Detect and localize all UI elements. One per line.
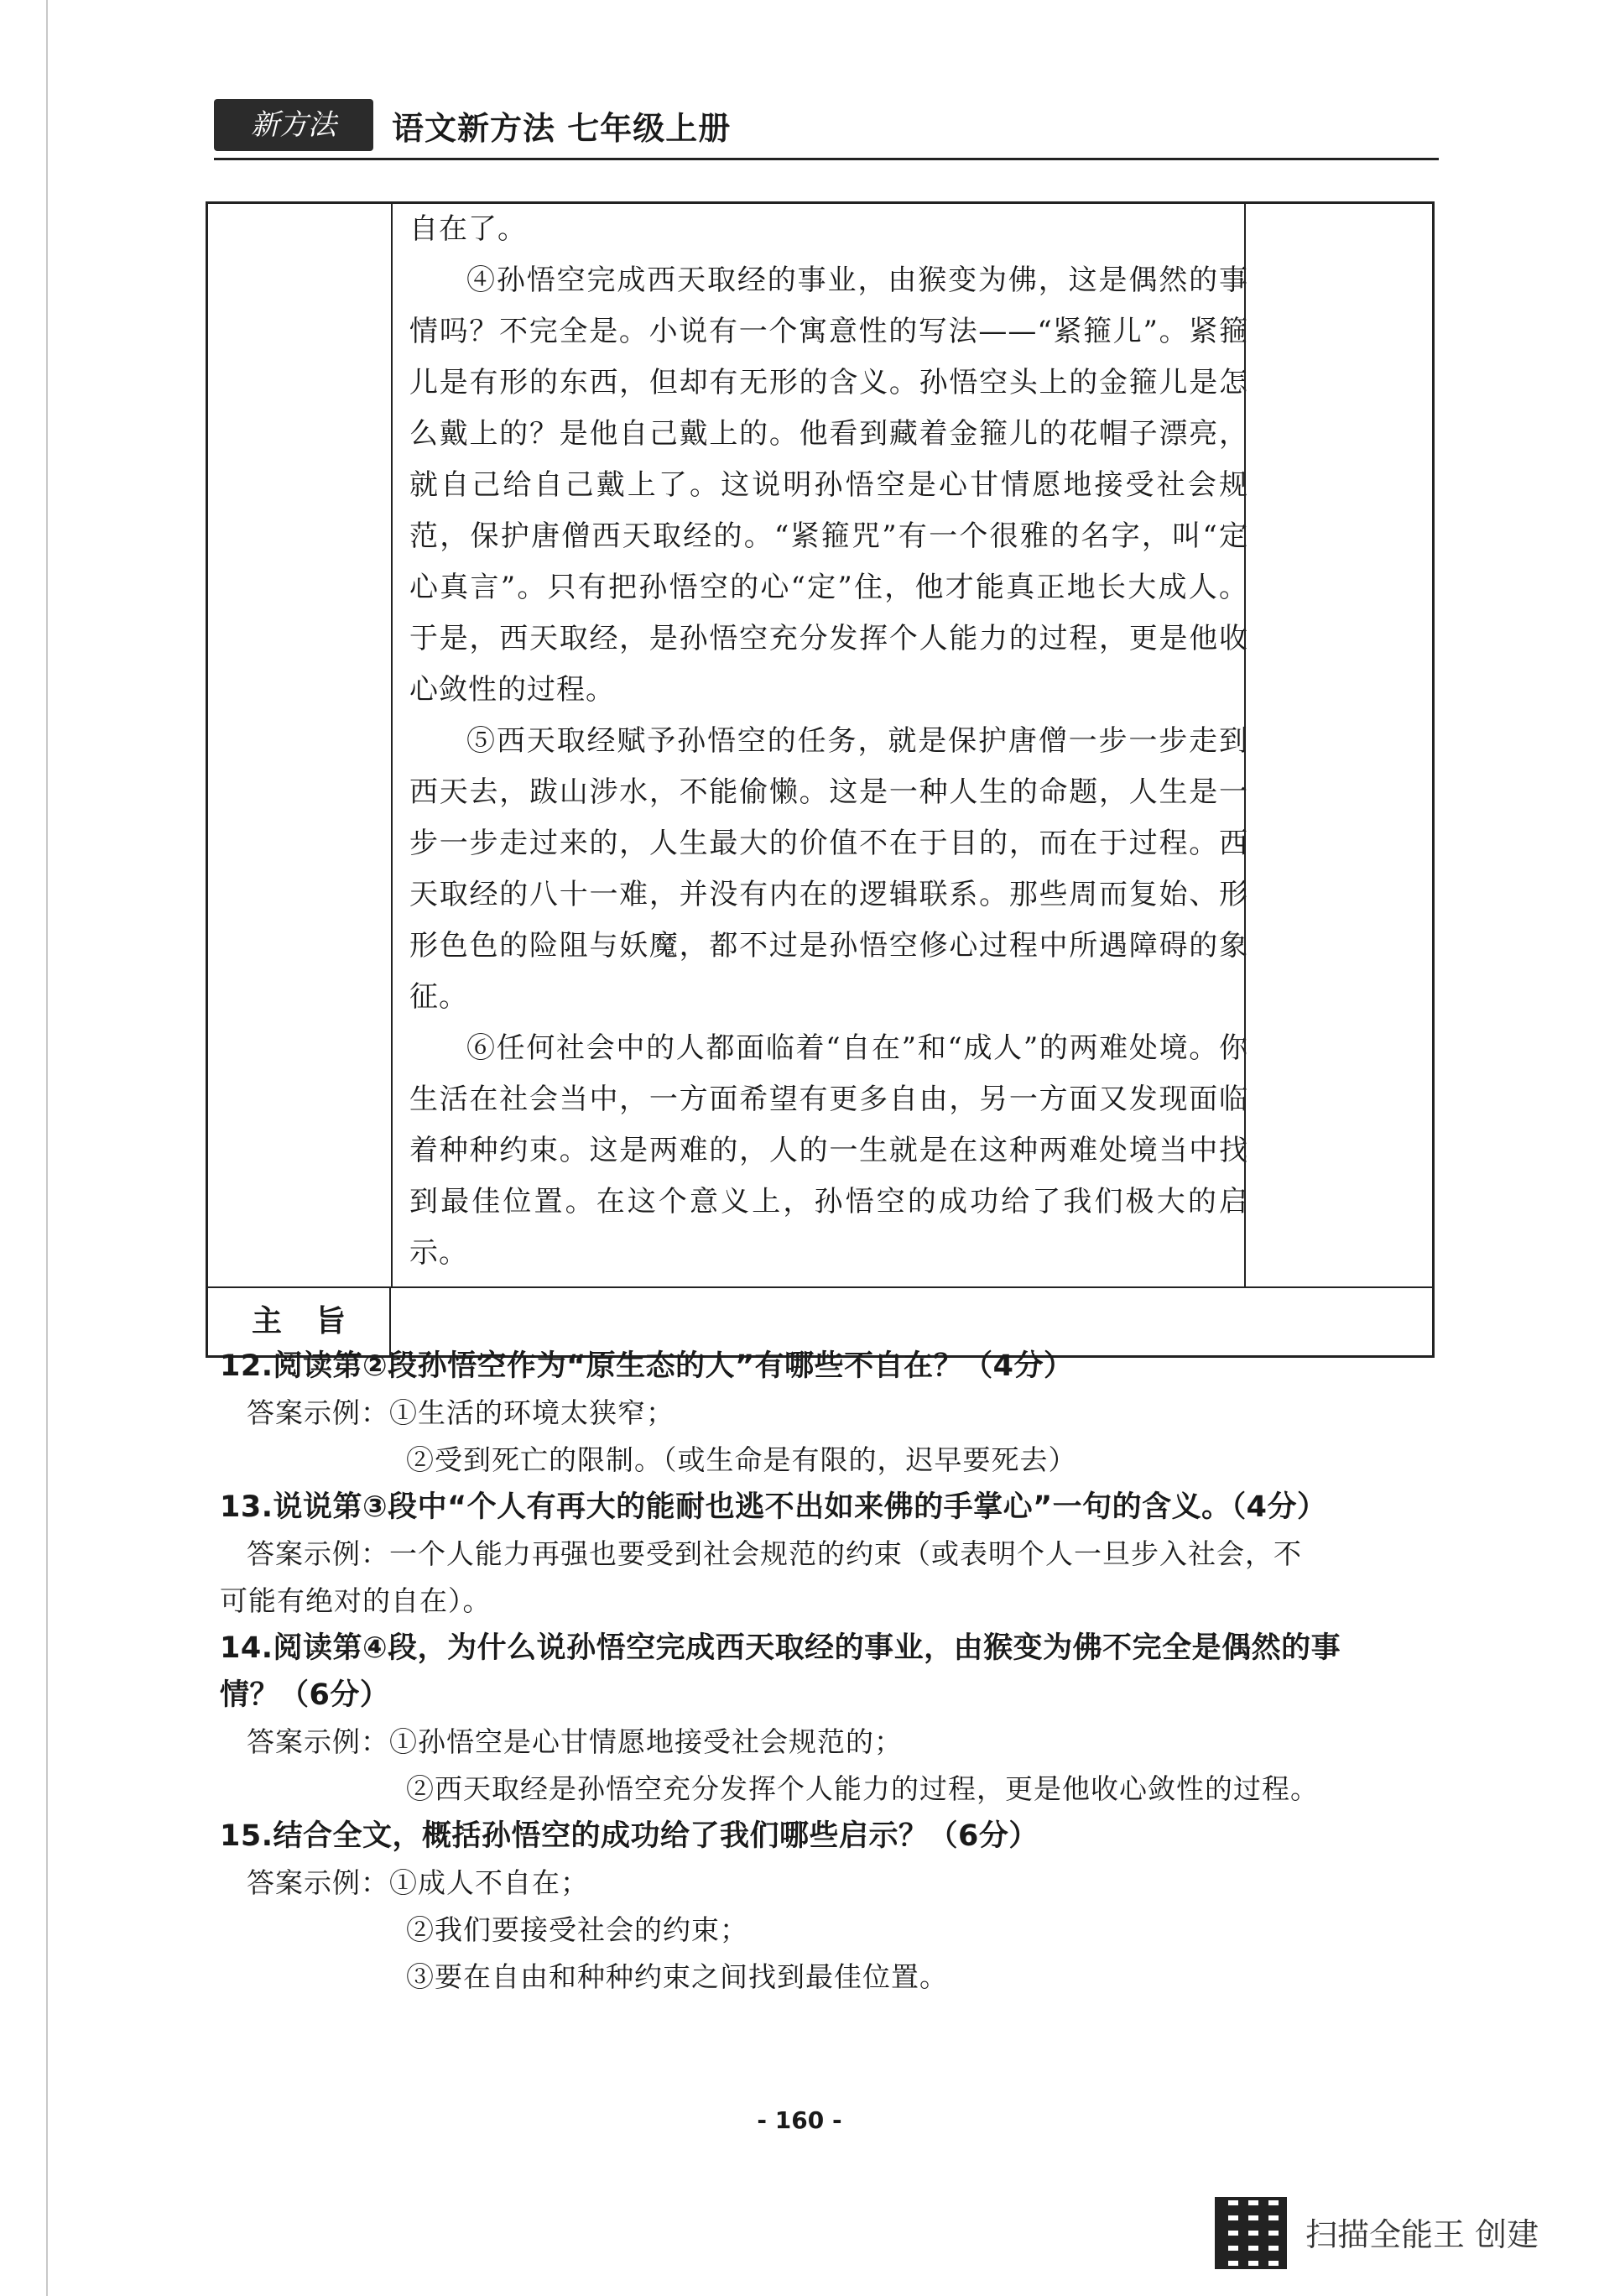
reading-table: [206, 201, 1435, 1358]
question-15: 15.结合全文，概括孙悟空的成功给了我们哪些启示？（6分）: [220, 1819, 1039, 1853]
answer-15-line-2: ②我们要接受社会的约束；: [406, 1913, 748, 1946]
scanner-watermark: [1215, 2197, 1567, 2273]
right-column: [1244, 204, 1432, 1286]
answer-13-line-2: 可能有绝对的自在）。: [220, 1584, 492, 1617]
qr-code-icon: [1215, 2197, 1287, 2269]
answer-15-line-1: 答案示例：①成人不自在；: [247, 1866, 589, 1899]
page-header: [214, 92, 1439, 159]
question-14-line-1: 14.阅读第④段，为什么说孙悟空完成西天取经的事业，由猴变为佛不完全是偶然的事: [220, 1631, 1341, 1665]
left-column: [208, 204, 393, 1286]
page-number: - 160 -: [757, 2106, 842, 2134]
passage-text: [409, 204, 1248, 1279]
questions-section: [220, 1343, 1428, 2001]
question-14-line-2: 情？（6分）: [220, 1678, 390, 1712]
question-12: 12.阅读第②段孙悟空作为“原生态的人”有哪些不自在？（4分）: [220, 1349, 1074, 1383]
question-13: 13.说说第③段中“个人有再大的能耐也逃不出如来佛的手掌心”一句的含义。（4分）: [220, 1490, 1327, 1524]
answer-12-line-1: 答案示例：①生活的环境太狭窄；: [247, 1396, 674, 1429]
paragraph-4: ④孙悟空完成西天取经的事业，由猴变为佛，这是偶然的事情吗？不完全是。小说有一个寓意性的写法——“紧箍儿”。紧箍儿是有形的东西，但却有无形的含义。孙悟空头上的金箍儿是怎么戴上的？是他自己戴上的。他看到藏着金箍儿的花帽子漂亮，就自己给自己戴上了。这说明孙悟空是心甘情愿地接受社会规范，保护唐僧西天取经的。“紧箍咒”有一个很雅的名字，叫“定心真言”。只有把孙悟空的心“定”住，他才能真正地长大成人。于是，西天取经，是孙悟空充分发挥个人能力的过程，更是他收心敛性的过程。: [409, 264, 1248, 707]
answer-14-line-1: 答案示例：①孙悟空是心甘情愿地接受社会规范的；: [247, 1725, 903, 1758]
answer-12-line-2: ②受到死亡的限制。（或生命是有限的，迟早要死去）: [406, 1443, 1077, 1476]
paragraph-6: ⑥任何社会中的人都面临着“自在”和“成人”的两难处境。你生活在社会当中，一方面希望有更多自由，另一方面又发现面临着种种约束。这是两难的，人的一生就是在这种两难处境当中找到最佳位置。在这个意义上，孙悟空的成功给了我们极大的启示。: [409, 1031, 1248, 1270]
answer-13-line-1: 答案示例：一个人能力再强也要受到社会规范的约束（或表明个人一旦步入社会，不: [247, 1537, 1302, 1570]
theme-label: 主旨: [208, 1288, 391, 1355]
book-title: 语文新方法 七年级上册: [392, 110, 732, 147]
paragraph-continuation: 自在了。: [409, 212, 527, 246]
watermark-text: 扫描全能王 创建: [1305, 2216, 1539, 2253]
brand-logo: 新方法: [214, 99, 373, 151]
passage-row: [208, 204, 1432, 1288]
paragraph-5: ⑤西天取经赋予孙悟空的任务，就是保护唐僧一步一步走到西天去，跋山涉水，不能偷懒。这是一种人生的命题，人生是一步一步走过来的，人生最大的价值不在于目的，而在于过程。西天取经的八十一难，并没有内在的逻辑联系。那些周而复始、形形色色的险阻与妖魔，都不过是孙悟空修心过程中所遇障碍的象征。: [409, 724, 1248, 1014]
answer-15-line-3: ③要在自由和种种约束之间找到最佳位置。: [406, 1960, 948, 1993]
answer-14-line-2: ②西天取经是孙悟空充分发挥个人能力的过程，更是他收心敛性的过程。: [406, 1772, 1319, 1805]
header-rule: [214, 158, 1439, 160]
